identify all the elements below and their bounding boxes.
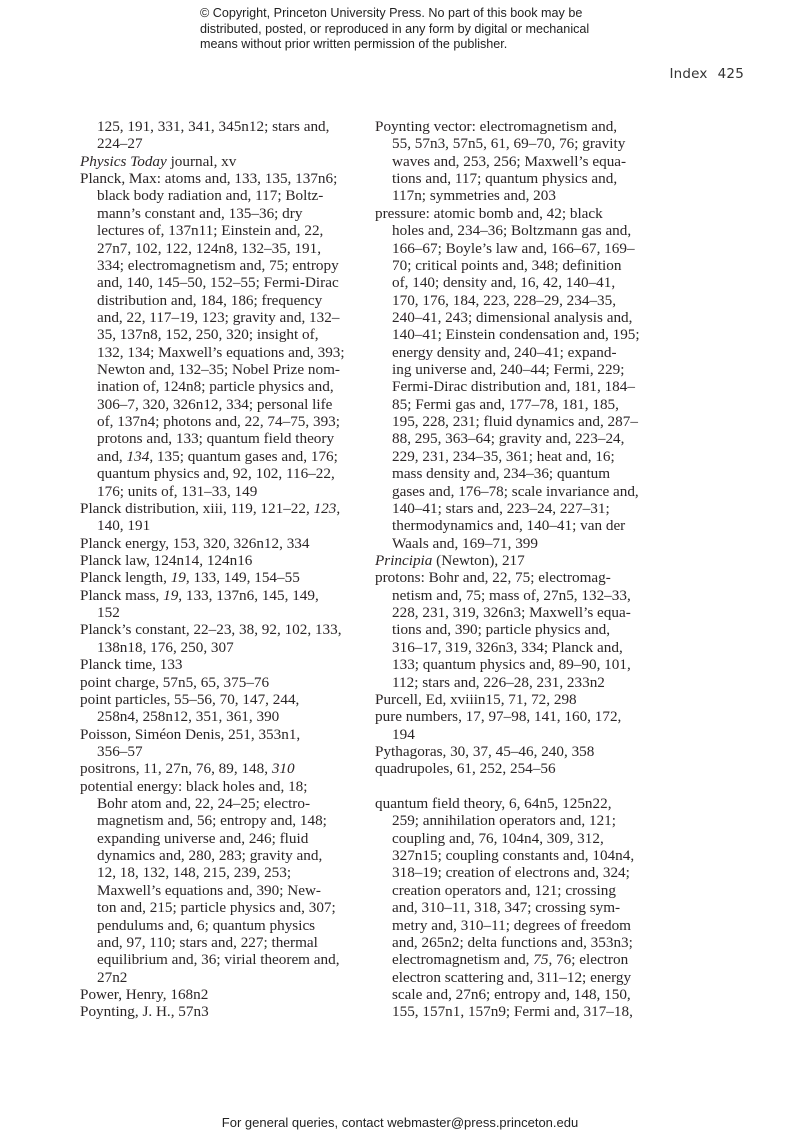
entry-text: 166–67; Boyle’s law and, 166–67, 169– [392, 239, 635, 257]
entry-continuation-line [375, 465, 675, 482]
entry-text: pure numbers, 17, 97–98, 141, 160, 172, [375, 708, 622, 726]
entry-continuation-line [80, 899, 380, 916]
index-entry [80, 778, 380, 986]
entry-text: mass density and, 234–36; quantum [392, 465, 611, 483]
entry-continuation-line [80, 292, 380, 309]
entry-text: , 76; electron [548, 951, 629, 969]
entry-continuation-line [375, 344, 675, 361]
index-entry [375, 205, 675, 552]
entry-continuation-line [80, 430, 380, 447]
italic-text: 19 [170, 569, 186, 587]
entry-continuation-line [375, 864, 675, 881]
entry-continuation-line [80, 413, 380, 430]
entry-text: Bohr atom and, 22, 24–25; electro- [97, 795, 310, 813]
entry-text: coupling and, 76, 104n4, 309, 312, [392, 829, 604, 847]
entry-continuation-line [375, 882, 675, 899]
entry-line [375, 708, 675, 725]
entry-line [80, 986, 380, 1003]
entry-text: expanding universe and, 246; fluid [97, 829, 309, 847]
entry-text: 195, 228, 231; fluid dynamics and, 287– [392, 413, 638, 431]
entry-text: 12, 18, 132, 148, 215, 239, 253; [97, 864, 292, 882]
entry-text: electromagnetism and, [392, 951, 534, 969]
entry-text: 334; electromagnetism and, 75; entropy [97, 256, 339, 274]
entry-text: Planck distribution, xiii, 119, 121–22, [80, 499, 314, 517]
entry-text: 70; critical points and, 348; definition [392, 256, 622, 274]
entry-line [375, 569, 675, 586]
entry-continuation-line [80, 969, 380, 986]
index-entry [80, 760, 380, 777]
entry-line [375, 118, 675, 135]
entry-text: 88, 295, 363–64; gravity and, 223–24, [392, 430, 625, 448]
entry-continuation-line [375, 309, 675, 326]
entry-continuation-line [375, 587, 675, 604]
index-entry [80, 621, 380, 656]
entry-continuation-line [375, 847, 675, 864]
entry-text: electron scattering and, 311–12; energy [392, 968, 632, 986]
entry-text: holes and, 234–36; Boltzmann gas and, [392, 222, 632, 240]
entry-line [80, 587, 380, 604]
entry-continuation-line [375, 326, 675, 343]
entry-continuation-line [375, 951, 675, 968]
entry-text: netism and, 75; mass of, 27n5, 132–33, [392, 586, 631, 604]
index-column-right [375, 118, 675, 1021]
entry-text: 170, 176, 184, 223, 228–29, 234–35, [392, 291, 617, 309]
entry-text: 194 [392, 725, 415, 743]
entry-continuation-line [375, 830, 675, 847]
entry-continuation-line [375, 187, 675, 204]
entry-text: quadrupoles, 61, 252, 254–56 [375, 760, 556, 778]
entry-continuation-line [375, 274, 675, 291]
entry-text: 132, 134; Maxwell’s equations and, 393; [97, 343, 345, 361]
entry-continuation-line [80, 830, 380, 847]
entry-text: 85; Fermi gas and, 177–78, 181, 185, [392, 395, 619, 413]
entry-continuation-line [80, 135, 380, 152]
section-label: Index [669, 66, 708, 82]
entry-text: 176; units of, 131–33, 149 [97, 482, 258, 500]
entry-text: 140–41; stars and, 223–24, 227–31; [392, 499, 610, 517]
entry-text: 152 [97, 604, 120, 622]
copyright-line: means without prior written permission of the publisher. [200, 37, 508, 51]
entry-text: Poisson, Siméon Denis, 251, 353n1, [80, 725, 301, 743]
entry-line [80, 118, 380, 135]
entry-continuation-line [80, 344, 380, 361]
entry-continuation-line [375, 257, 675, 274]
entry-text: , 133, 137n6, 145, 149, [178, 586, 319, 604]
entry-continuation-line [375, 621, 675, 638]
index-entry [375, 708, 675, 743]
entry-continuation-line [80, 187, 380, 204]
entry-continuation-line [375, 899, 675, 916]
entry-text: , 133, 149, 154–55 [185, 569, 300, 587]
entry-continuation-line [80, 361, 380, 378]
entry-text: gases and, 176–78; scale invariance and, [392, 482, 639, 500]
index-entry [375, 760, 675, 795]
entry-continuation-line [80, 951, 380, 968]
entry-text: tions and, 390; particle physics and, [392, 621, 611, 639]
entry-line [375, 205, 675, 222]
entry-continuation-line [375, 969, 675, 986]
entry-line [80, 656, 380, 673]
entry-text: 35, 137n8, 152, 250, 320; insight of, [97, 326, 319, 344]
entry-continuation-line [375, 361, 675, 378]
italic-text: 310 [271, 760, 295, 778]
entry-text: protons and, 133; quantum field theory [97, 430, 335, 448]
entry-text: pressure: atomic bomb and, 42; black [375, 204, 603, 222]
entry-text: scale and, 27n6; entropy and, 148, 150, [392, 985, 631, 1003]
entry-continuation-line [375, 917, 675, 934]
index-entry [80, 118, 380, 153]
copyright-line: distributed, posted, or reproduced in any form by digital or mechanical [200, 21, 590, 36]
entry-line [375, 552, 675, 569]
index-entry [80, 726, 380, 761]
entry-continuation-line [80, 396, 380, 413]
index-entry [80, 674, 380, 691]
entry-line [375, 743, 675, 760]
entry-text: of, 137n4; photons and, 22, 74–75, 393; [97, 413, 340, 431]
entry-line [80, 778, 380, 795]
entry-text: ing universe and, 240–44; Fermi, 229; [392, 361, 625, 379]
entry-text: pendulums and, 6; quantum physics [97, 916, 316, 934]
entry-continuation-line [80, 882, 380, 899]
entry-continuation-line [80, 812, 380, 829]
entry-continuation-line [80, 205, 380, 222]
entry-continuation-line [375, 222, 675, 239]
entry-line [80, 621, 380, 638]
entry-text: 155, 157n1, 157n9; Fermi and, 317–18, [392, 1003, 633, 1021]
entry-text: metry and, 310–11; degrees of freedom [392, 916, 631, 934]
entry-text: distribution and, 184, 186; frequency [97, 291, 323, 309]
page-number: 425 [717, 66, 744, 82]
entry-text: Planck law, 124n14, 124n16 [80, 551, 253, 569]
index-entry [375, 569, 675, 691]
entry-text: 117n; symmetries and, 203 [392, 187, 556, 205]
group-spacer [375, 778, 675, 795]
copyright-notice [200, 6, 589, 53]
entry-line [80, 569, 380, 586]
entry-line [375, 795, 675, 812]
entry-text: 316–17, 319, 326n3, 334; Planck and, [392, 638, 623, 656]
index-entry [80, 569, 380, 586]
index-entry [80, 691, 380, 726]
entry-text: 356–57 [97, 742, 143, 760]
entry-text: 224–27 [97, 135, 143, 153]
entry-text: 318–19; creation of electrons and, 324; [392, 864, 630, 882]
entry-line [80, 170, 380, 187]
entry-text: ination of, 124n8; particle physics and, [97, 378, 334, 396]
entry-continuation-line [80, 309, 380, 326]
entry-continuation-line [80, 326, 380, 343]
italic-text: 19 [163, 586, 179, 604]
entry-continuation-line [80, 934, 380, 951]
entry-text: black body radiation and, 117; Boltz- [97, 187, 324, 205]
entry-continuation-line [375, 240, 675, 257]
entry-line [80, 691, 380, 708]
entry-text: Planck, Max: atoms and, 133, 135, 137n6; [80, 170, 338, 188]
entry-line [80, 726, 380, 743]
entry-text: waves and, 253, 256; Maxwell’s equa- [392, 152, 627, 170]
entry-text: and, 140, 145–50, 152–55; Fermi-Dirac [97, 274, 339, 292]
entry-continuation-line [375, 986, 675, 1003]
entry-text: 140, 191 [97, 517, 151, 535]
index-entry [375, 691, 675, 708]
italic-text: Principia [375, 551, 433, 569]
entry-line [80, 153, 380, 170]
index-entry [80, 535, 380, 552]
entry-continuation-line [375, 448, 675, 465]
italic-text: Physics Today [80, 152, 167, 170]
entry-text: quantum physics and, 92, 102, 116–22, [97, 465, 335, 483]
index-entry [80, 587, 380, 622]
copyright-line: © Copyright, Princeton University Press. No part of this book may be [200, 6, 583, 20]
index-entry [80, 1003, 380, 1020]
entry-text: 138n18, 176, 250, 307 [97, 638, 234, 656]
entry-continuation-line [80, 240, 380, 257]
entry-text: potential energy: black holes and, 18; [80, 777, 308, 795]
entry-continuation-line [80, 604, 380, 621]
index-entry [80, 170, 380, 500]
entry-text: Planck’s constant, 22–23, 38, 92, 102, 133, [80, 621, 342, 639]
entry-text: and, [97, 447, 127, 465]
entry-text: Poynting, J. H., 57n3 [80, 1003, 209, 1021]
entry-text: Maxwell’s equations and, 390; New- [97, 881, 321, 899]
entry-continuation-line [375, 483, 675, 500]
entry-continuation-line [375, 812, 675, 829]
index-entry [80, 656, 380, 673]
entry-text: and, 97, 110; stars and, 227; thermal [97, 933, 318, 951]
entry-continuation-line [80, 483, 380, 500]
entry-text: ton and, 215; particle physics and, 307; [97, 899, 336, 917]
index-entry [80, 153, 380, 170]
entry-continuation-line [375, 153, 675, 170]
entry-continuation-line [80, 743, 380, 760]
entry-text: mann’s constant and, 135–36; dry [97, 204, 303, 222]
entry-text: journal, xv [166, 152, 237, 170]
entry-continuation-line [80, 448, 380, 465]
entry-text: , 135; quantum gases and, 176; [149, 447, 338, 465]
italic-text: 123 [313, 499, 337, 517]
entry-continuation-line [375, 639, 675, 656]
entry-continuation-line [80, 847, 380, 864]
entry-text: Planck mass, [80, 586, 164, 604]
entry-continuation-line [80, 917, 380, 934]
entry-continuation-line [375, 934, 675, 951]
entry-continuation-line [375, 535, 675, 552]
italic-text: 134 [126, 447, 150, 465]
entry-continuation-line [375, 430, 675, 447]
entry-line [80, 500, 380, 517]
entry-text: and, 310–11, 318, 347; crossing sym- [392, 899, 621, 917]
entry-text: lectures of, 137n11; Einstein and, 22, [97, 222, 324, 240]
entry-continuation-line [80, 795, 380, 812]
index-entry [80, 986, 380, 1003]
entry-text: protons: Bohr and, 22, 75; electromag- [375, 569, 611, 587]
index-entry [375, 795, 675, 1021]
entry-continuation-line [80, 639, 380, 656]
entry-continuation-line [375, 674, 675, 691]
entry-text: 306–7, 320, 326n12, 334; personal life [97, 395, 333, 413]
entry-continuation-line [80, 274, 380, 291]
entry-line [80, 535, 380, 552]
entry-continuation-line [375, 656, 675, 673]
entry-continuation-line [375, 378, 675, 395]
entry-text: Fermi-Dirac distribution and, 181, 184– [392, 378, 635, 396]
entry-text: point particles, 55–56, 70, 147, 244, [80, 690, 300, 708]
entry-continuation-line [375, 170, 675, 187]
entry-text: 228, 231, 319, 326n3; Maxwell’s equa- [392, 604, 631, 622]
entry-continuation-line [80, 517, 380, 534]
entry-continuation-line [375, 413, 675, 430]
entry-line [80, 760, 380, 777]
italic-text: 75 [533, 951, 549, 969]
entry-text: 133; quantum physics and, 89–90, 101, [392, 656, 631, 674]
entry-text: tions and, 117; quantum physics and, [392, 170, 618, 188]
entry-text: (Newton), 217 [432, 551, 525, 569]
entry-text: 240–41, 243; dimensional analysis and, [392, 308, 633, 326]
entry-text: equilibrium and, 36; virial theorem and, [97, 951, 340, 969]
entry-text: positrons, 11, 27n, 76, 89, 148, [80, 760, 272, 778]
entry-text: 258n4, 258n12, 351, 361, 390 [97, 708, 280, 726]
running-head [669, 66, 744, 82]
entry-continuation-line [80, 378, 380, 395]
entry-continuation-line [80, 708, 380, 725]
entry-text: 229, 231, 234–35, 361; heat and, 16; [392, 447, 615, 465]
entry-continuation-line [375, 726, 675, 743]
index-entry [375, 552, 675, 569]
entry-text: thermodynamics and, 140–41; van der [392, 517, 626, 535]
entry-text: 140–41; Einstein condensation and, 195; [392, 326, 640, 344]
entry-line [80, 552, 380, 569]
entry-line [375, 691, 675, 708]
entry-text: 259; annihilation operators and, 121; [392, 812, 616, 830]
entry-text: 327n15; coupling constants and, 104n4, [392, 847, 635, 865]
entry-text: , [336, 499, 341, 517]
entry-text: Power, Henry, 168n2 [80, 985, 209, 1003]
entry-text: quantum field theory, 6, 64n5, 125n22, [375, 795, 612, 813]
entry-text: 55, 57n3, 57n5, 61, 69–70, 76; gravity [392, 135, 626, 153]
entry-continuation-line [80, 465, 380, 482]
index-entry [80, 500, 380, 535]
entry-line [375, 760, 675, 777]
entry-text: Pythagoras, 30, 37, 45–46, 240, 358 [375, 742, 595, 760]
entry-text: Purcell, Ed, xviiin15, 71, 72, 298 [375, 690, 577, 708]
entry-text: and, 265n2; delta functions and, 353n3; [392, 933, 633, 951]
entry-text: Planck length, [80, 569, 171, 587]
entry-continuation-line [375, 517, 675, 534]
entry-continuation-line [375, 500, 675, 517]
entry-text: Planck energy, 153, 320, 326n12, 334 [80, 534, 310, 552]
entry-text: energy density and, 240–41; expand- [392, 343, 617, 361]
index-entry [375, 118, 675, 205]
entry-continuation-line [80, 864, 380, 881]
entry-text: point charge, 57n5, 65, 375–76 [80, 673, 270, 691]
entry-text: 27n2 [97, 968, 128, 986]
entry-text: magnetism and, 56; entropy and, 148; [97, 812, 327, 830]
entry-continuation-line [375, 1003, 675, 1020]
entry-text: creation operators and, 121; crossing [392, 881, 616, 899]
index-entry [375, 743, 675, 760]
entry-text: Poynting vector: electromagnetism and, [375, 118, 618, 135]
entry-text: Waals and, 169–71, 399 [392, 534, 538, 552]
index-column-left [80, 118, 380, 1021]
entry-text: of, 140; density and, 16, 42, 140–41, [392, 274, 616, 292]
entry-continuation-line [375, 292, 675, 309]
entry-text: dynamics and, 280, 283; gravity and, [97, 847, 323, 865]
entry-continuation-line [80, 257, 380, 274]
index-entry [80, 552, 380, 569]
entry-line [80, 1003, 380, 1020]
entry-text: Newton and, 132–35; Nobel Prize nom- [97, 361, 340, 379]
entry-continuation-line [375, 396, 675, 413]
footer-contact: For general queries, contact webmaster@press.princeton.edu [221, 1115, 579, 1130]
entry-continuation-line [375, 135, 675, 152]
entry-text: 27n7, 102, 122, 124n8, 132–35, 191, [97, 239, 322, 257]
entry-line [80, 674, 380, 691]
entry-text: Planck time, 133 [80, 656, 183, 674]
entry-continuation-line [375, 604, 675, 621]
entry-text: and, 22, 117–19, 123; gravity and, 132– [97, 308, 340, 326]
entry-text: 125, 191, 331, 341, 345n12; stars and, [97, 118, 330, 135]
entry-continuation-line [80, 222, 380, 239]
entry-text: 112; stars and, 226–28, 231, 233n2 [392, 673, 605, 691]
